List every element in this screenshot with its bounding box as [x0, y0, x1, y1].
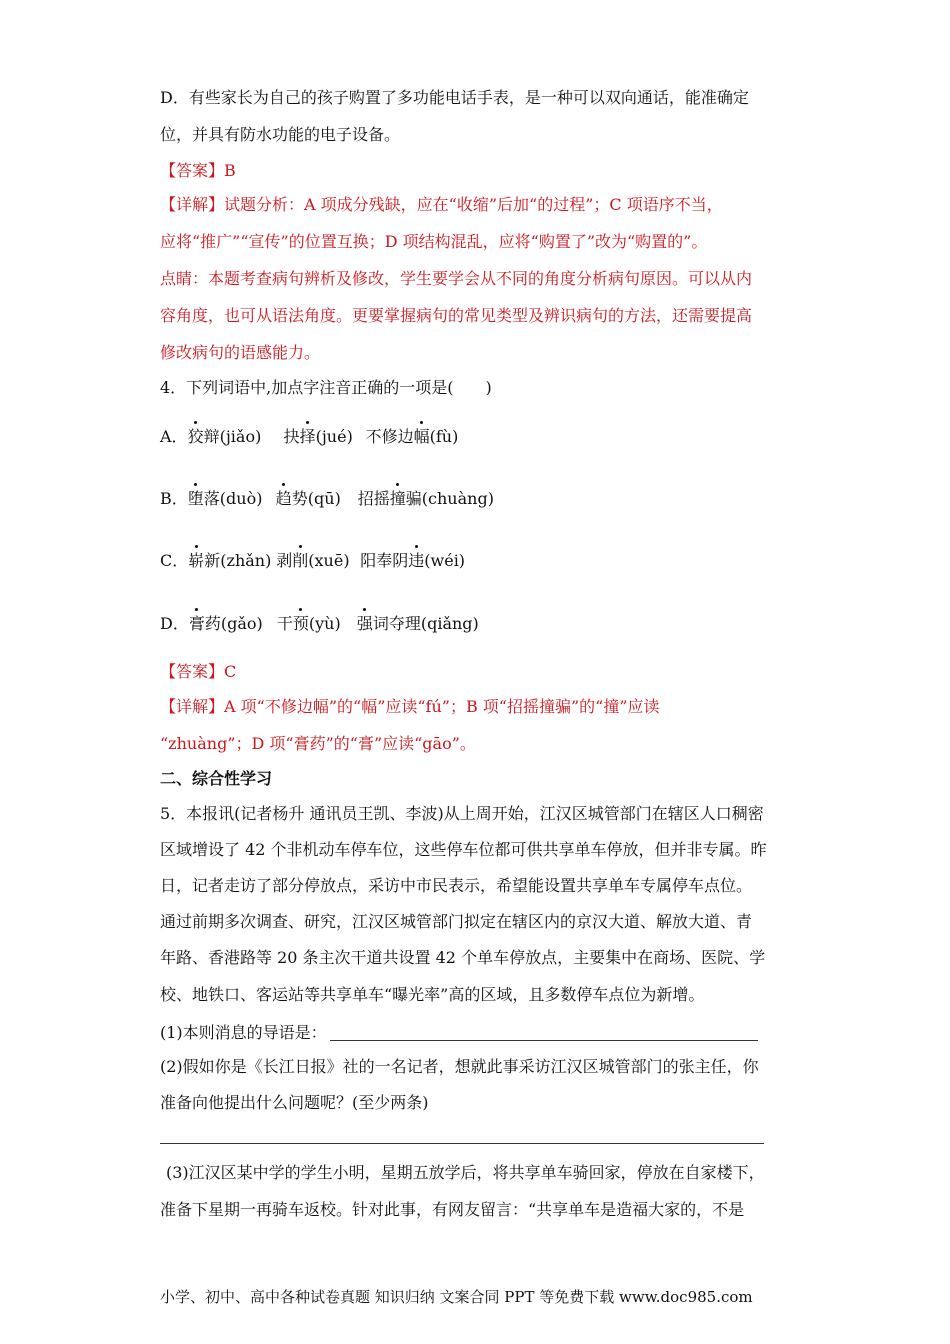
dotted-char: 趋	[275, 489, 292, 508]
option-label: D．	[160, 614, 189, 633]
word-rest: 词夺理(qiǎng)	[372, 614, 479, 633]
word-2	[276, 551, 360, 571]
word-pre: 不修边	[365, 427, 414, 446]
word-pre: 干	[276, 614, 293, 633]
answer-label: 【答案】	[160, 662, 225, 681]
q5-line6: 校、地铁口、客运站等共享单车“曝光率”高的区域，且多数停车点位为新增。	[160, 985, 705, 1004]
word-rest: (wéi)	[424, 551, 466, 570]
dotted-char: 幅	[413, 427, 430, 446]
word-pre: 招摇	[357, 489, 390, 508]
word-rest: 落(duò)	[203, 489, 263, 508]
dotted-char: 削	[292, 551, 309, 570]
answer-value: C	[224, 662, 237, 681]
q5-sub2-answer-line[interactable]	[160, 1143, 764, 1144]
q3-option-d-line2: 位，并具有防水功能的电子设备。	[160, 125, 401, 144]
q5-line5: 年路、香港路等 20 条主次干道共设置 42 个单车停放点，主要集中在商场、医院、学	[160, 948, 766, 967]
q4-option-c	[160, 551, 465, 571]
option-label: A．	[160, 427, 188, 446]
q5-sub1: (1)本则消息的导语是：	[160, 1023, 327, 1042]
detail-label: 【详解】	[160, 697, 225, 716]
q3-detail-line4: 容角度，也可从语法角度。更要掌握病句的常见类型及辨识病句的方法，还需要提高	[160, 306, 753, 325]
dotted-char: 违	[408, 551, 425, 570]
q4-detail-line2: “zhuàng”；D 项“膏药”的“膏”应读“gāo”。	[160, 734, 476, 753]
q3-option-d-line1: D．有些家长为自己的孩子购置了多功能电话手表，是一种可以双向通话，能准确定	[160, 88, 749, 107]
q4-option-b	[160, 489, 494, 509]
dotted-char: 堕	[187, 489, 204, 508]
q5-line2: 区域增设了 42 个非机动车停车位，这些停车位都可供共享单车停放，但并非专属。昨	[160, 840, 767, 859]
word-pre: 抉	[283, 427, 300, 446]
detail-text: 试题分析：A 项成分残缺，应在“收缩”后加“的过程”；C 项语序不当，	[224, 195, 723, 214]
dotted-char: 择	[299, 427, 316, 446]
word-1	[188, 489, 276, 509]
word-rest: 势(qū)	[291, 489, 341, 508]
q3-detail-line5: 修改病句的语感能力。	[160, 343, 321, 362]
q4-option-a	[160, 427, 458, 447]
q4-option-d	[160, 614, 479, 634]
word-pre: 阳奉阴	[360, 551, 409, 570]
q4-answer	[160, 662, 236, 682]
word-2	[276, 489, 358, 509]
answer-label: 【答案】	[160, 161, 225, 180]
word-3	[358, 489, 494, 509]
word-rest: (fù)	[429, 427, 459, 446]
detail-text: A 项“不修边幅”的“幅”应读“fú”；B 项“招摇撞骗”的“撞”应读	[224, 697, 660, 716]
dotted-char: 狡	[187, 427, 204, 446]
dotted-char: 膏	[188, 614, 205, 633]
q3-answer	[160, 161, 236, 181]
word-rest: (xuē)	[308, 551, 350, 570]
word-rest: (yù)	[308, 614, 341, 633]
q5-line4: 通过前期多次调查、研究，江汉区城管部门拟定在辖区内的京汉大道、解放大道、青	[160, 912, 753, 931]
word-1	[188, 551, 276, 571]
page-footer: 小学、初中、高中各种试卷真题 知识归纳 文案合同 PPT 等免费下载 www.doc985.com	[160, 1288, 753, 1306]
q4-detail-line1	[160, 697, 660, 717]
q3-detail-line3: 点睛：本题考查病句辨析及修改，学生要学会从不同的角度分析病句原因。可以从内	[160, 269, 753, 288]
word-2	[277, 614, 357, 634]
q5-sub1-answer-line[interactable]	[330, 1040, 758, 1041]
word-1	[188, 427, 284, 447]
section-heading: 二、综合性学习	[160, 769, 273, 788]
word-3	[357, 614, 479, 634]
q5-sub2-line1: (2)假如你是《长江日报》社的一名记者，想就此事采访江汉区城管部门的张主任，你	[160, 1057, 759, 1076]
dotted-char: 撞	[389, 489, 406, 508]
dotted-char: 崭	[188, 551, 205, 570]
q3-detail-line1	[160, 195, 723, 215]
q5-sub2-line2: 准备向他提出什么问题呢？(至少两条)	[160, 1093, 429, 1112]
q5-sub3-line2: 准备下星期一再骑车返校。针对此事，有网友留言：“共享单车是造福大家的，不是	[160, 1200, 745, 1219]
word-rest: (jué)	[315, 427, 353, 446]
q5-line1: 5．本报讯(记者杨升 通讯员王凯、李波)从上周开始，江汉区城管部门在辖区人口稠密	[160, 804, 764, 823]
q5-line3: 日，记者走访了部分停放点，采访中市民表示，希望能设置共享单车专属停车点位。	[160, 876, 753, 895]
word-2	[284, 427, 366, 447]
word-3	[360, 551, 465, 571]
word-rest: 骗(chuàng)	[405, 489, 494, 508]
detail-label: 【详解】	[160, 195, 225, 214]
q3-detail-line2: 应将“推广”“宣传”的位置互换；D 项结构混乱，应将“购置了”改为“购置的”。	[160, 232, 708, 251]
answer-value: B	[224, 161, 236, 180]
option-label: C．	[160, 551, 189, 570]
word-rest: 药(gǎo)	[204, 614, 263, 633]
word-rest: 辩(jiǎo)	[203, 427, 262, 446]
q5-sub3-line1: (3)江汉区某中学的学生小明，星期五放学后，将共享单车骑回家，停放在自家楼下，	[166, 1163, 765, 1182]
option-label: B．	[160, 489, 188, 508]
word-pre: 剥	[276, 551, 293, 570]
word-rest: 新(zhǎn)	[204, 551, 272, 570]
word-3	[366, 427, 459, 447]
q4-stem: 4．下列词语中,加点字注音正确的一项是( )	[160, 378, 492, 397]
dotted-char: 预	[292, 614, 309, 633]
word-1	[189, 614, 277, 634]
dotted-char: 强	[356, 614, 373, 633]
